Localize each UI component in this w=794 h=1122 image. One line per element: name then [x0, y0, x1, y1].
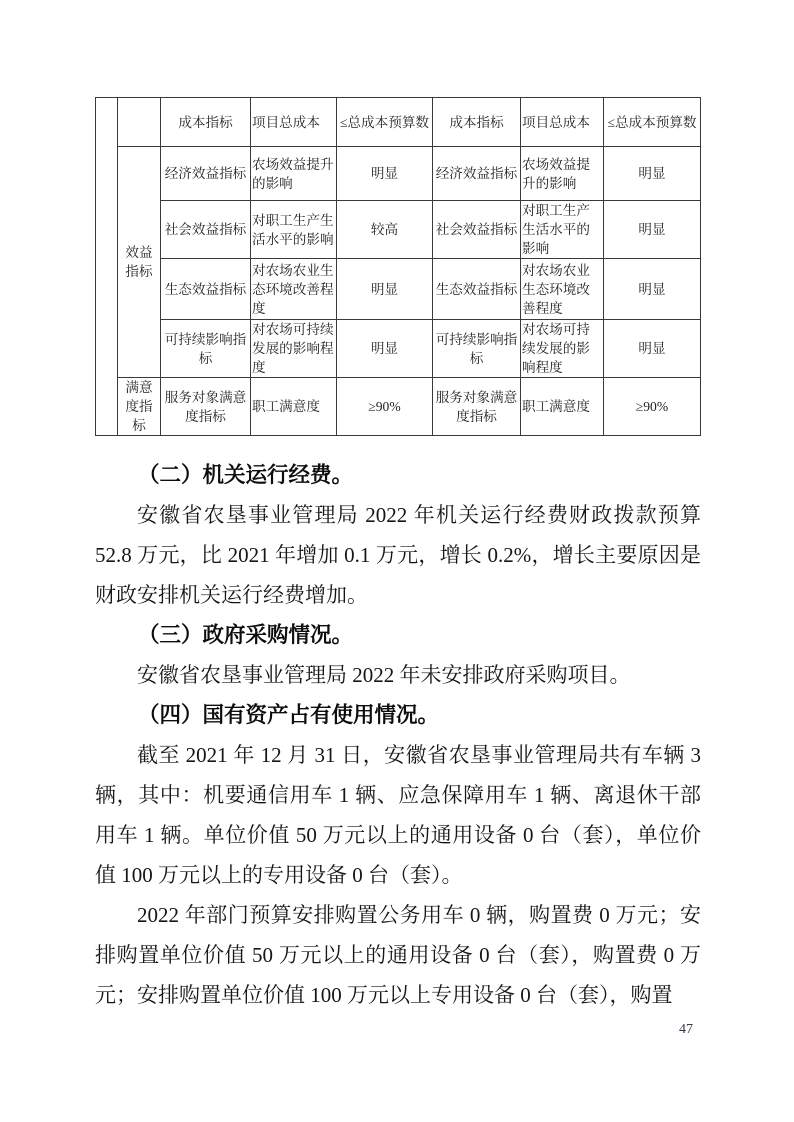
table-cell: 社会效益指标: [161, 201, 251, 259]
document-body: [95, 455, 701, 1015]
table-cell: 对职工生产生活水平的影响: [251, 201, 337, 259]
paragraph-assets-vehicles: 截至 2021 年 12 月 31 日，安徽省农垦事业管理局共有车辆 3 辆，其中：机要通信用车 1 辆、应急保障用车 1 辆、离退休干部用车 1 辆。单位价值 50 万元以上的通用设备 0 台（套），单位价值 100 万元以上的专用设备 0 台（套）。: [95, 743, 701, 887]
table-cell: 对农场可持续发展的影响程度: [521, 320, 604, 378]
table-cell: ≥90%: [337, 378, 433, 436]
paragraph-assets-budget: 2022 年部门预算安排购置公务用车 0 辆，购置费 0 万元；安排购置单位价值 50 万元以上的通用设备 0 台（套），购置费 0 万元；安排购置单位价值 100 万元以上专用设备 0 台（套），购置: [95, 903, 701, 1007]
table-cell: 明显: [337, 259, 433, 320]
row-group-label-benefit: 效益指标: [118, 147, 161, 378]
table-cell: 对农场农业生态环境改善程度: [521, 259, 604, 320]
table-cell: 生态效益指标: [161, 259, 251, 320]
table-cell: 明显: [337, 147, 433, 201]
performance-indicators-table: [95, 97, 701, 436]
table-group-empty-cell: [118, 98, 161, 147]
section-heading-agency-operating-funds: （二）机关运行经费。: [138, 463, 354, 487]
paragraph-procurement: 安徽省农垦事业管理局 2022 年未安排政府采购项目。: [137, 663, 631, 687]
table-cell: 可持续影响指标: [433, 320, 521, 378]
table-header-cell: 项目总成本: [251, 98, 337, 147]
table-cell: 对农场农业生态环境改善程度: [251, 259, 337, 320]
table-cell: 服务对象满意度指标: [161, 378, 251, 436]
table-cell: ≥90%: [604, 378, 701, 436]
section-heading-state-assets: （四）国有资产占有使用情况。: [138, 703, 440, 727]
table-cell: 明显: [604, 201, 701, 259]
table-cell: 职工满意度: [251, 378, 337, 436]
paragraph-operating-funds: 安徽省农垦事业管理局 2022 年机关运行经费财政拨款预算 52.8 万元，比 2021 年增加 0.1 万元，增长 0.2%，增长主要原因是财政安排机关运行经费增加。: [95, 503, 701, 607]
table-cell: 农场效益提升的影响: [521, 147, 604, 201]
table-cell: 对农场可持续发展的影响程度: [251, 320, 337, 378]
table-header-cell: 成本指标: [433, 98, 521, 147]
table-continuation-spacer-cell: [96, 98, 118, 436]
table-cell: 明显: [604, 147, 701, 201]
table-cell: 职工满意度: [521, 378, 604, 436]
table-cell: 生态效益指标: [433, 259, 521, 320]
section-heading-government-procurement: （三）政府采购情况。: [138, 623, 354, 647]
table-cell: 较高: [337, 201, 433, 259]
table-header-cell: ≤总成本预算数: [337, 98, 433, 147]
table-header-cell: 项目总成本: [521, 98, 604, 147]
table-cell: 明显: [604, 320, 701, 378]
table-cell: 经济效益指标: [161, 147, 251, 201]
page-number: 47: [679, 1022, 693, 1037]
table-cell: 农场效益提升的影响: [251, 147, 337, 201]
table-cell: 明显: [604, 259, 701, 320]
table-cell: 明显: [337, 320, 433, 378]
table-header-cell: ≤总成本预算数: [604, 98, 701, 147]
table-cell: 经济效益指标: [433, 147, 521, 201]
table-cell: 服务对象满意度指标: [433, 378, 521, 436]
table-header-cell: 成本指标: [161, 98, 251, 147]
table-cell: 可持续影响指标: [161, 320, 251, 378]
row-group-label-satisfaction: 满意度指标: [118, 378, 161, 436]
table-cell: 社会效益指标: [433, 201, 521, 259]
table-cell: 对职工生产生活水平的影响: [521, 201, 604, 259]
